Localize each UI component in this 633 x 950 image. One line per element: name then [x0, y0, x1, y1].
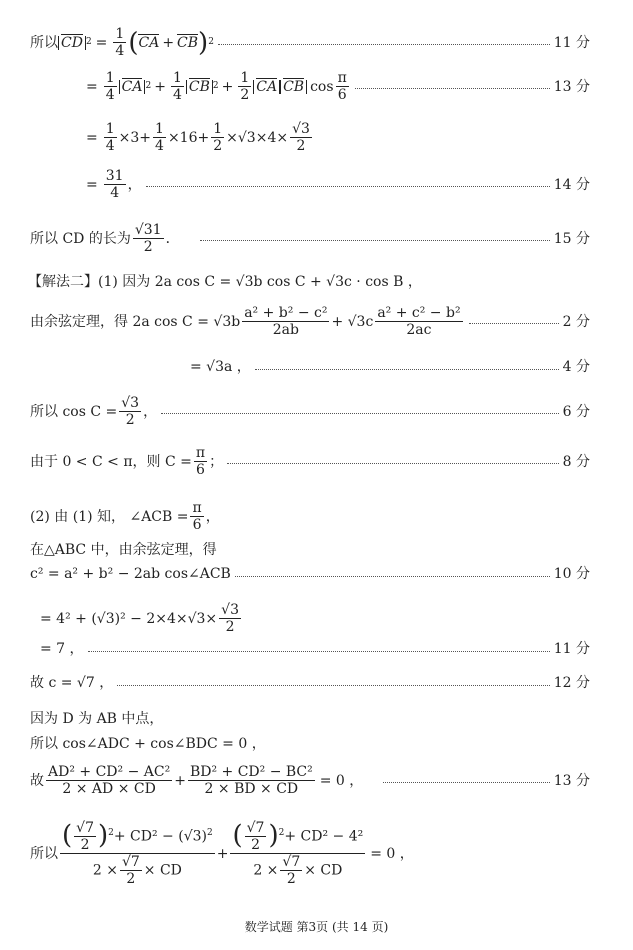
step-2 — [30, 305, 590, 338]
eq: = — [86, 129, 98, 146]
term: ×3+ — [118, 129, 152, 146]
vec: CB — [188, 78, 210, 95]
frac — [171, 70, 184, 103]
page-footer: 数学试题 第3页 (共 14 页) — [244, 920, 389, 934]
den: 2 — [126, 871, 136, 888]
den: 2 — [225, 619, 235, 636]
frac — [219, 602, 241, 635]
step-14 — [86, 168, 590, 201]
den: 6 — [196, 462, 205, 479]
num: √3 — [121, 395, 140, 411]
method-two-heading: 【解法二】(1) 因为 2a cos C = √3b cos C + √3c · cos B ， — [28, 274, 422, 290]
final-eq — [30, 820, 414, 887]
sq: 2 — [145, 81, 152, 92]
den: 2 — [240, 87, 250, 104]
den: 6 — [192, 517, 202, 534]
plus: + — [162, 34, 175, 51]
plus: + — [174, 772, 186, 789]
frac — [153, 121, 166, 154]
score: 13 分 — [553, 772, 590, 789]
sq: 2 — [108, 827, 114, 838]
den — [251, 854, 344, 887]
step-13 — [86, 70, 590, 103]
term: + CD² − 4² — [284, 828, 364, 845]
step-4 — [190, 360, 590, 374]
den: 4 — [110, 185, 120, 202]
score: 11 分 — [553, 34, 590, 51]
vec: CB — [177, 34, 199, 51]
step-15 — [30, 222, 590, 255]
frac — [104, 70, 117, 103]
den: 2 — [251, 837, 260, 854]
den: 2 — [80, 837, 90, 854]
punct: ， — [205, 508, 220, 525]
frac — [60, 820, 215, 887]
num: 1 — [105, 70, 115, 86]
step-calc-c — [40, 602, 243, 635]
leader-dots — [469, 323, 559, 324]
num: √7 — [76, 820, 94, 836]
frac — [238, 70, 251, 103]
frac — [280, 854, 302, 887]
leader-dots — [383, 782, 549, 783]
text: 所以 cos C = — [30, 403, 118, 420]
den: 4 — [155, 138, 164, 155]
frac — [113, 26, 126, 59]
frac — [230, 820, 365, 887]
text-line: 因为 D 为 AB 中点， — [30, 711, 164, 727]
text: 故 c = √7 ， — [30, 675, 114, 691]
text: 故 — [30, 772, 44, 789]
num: 1 — [105, 121, 115, 137]
num: √7 — [121, 854, 140, 871]
leader-dots — [146, 186, 550, 187]
frac — [190, 500, 203, 533]
leader-dots — [200, 240, 550, 241]
step-11: 所以 CD 2 = $\frac{1}{4}$ ( CA + CB ) 2 11 分 — [30, 26, 590, 60]
den: 2 × AD × CD — [62, 781, 156, 798]
den: 4 — [105, 138, 115, 155]
score: 11 分 — [553, 641, 590, 657]
den: 4 — [172, 87, 182, 104]
frac — [119, 395, 141, 428]
sq: 2 — [278, 827, 285, 838]
term: ×√3×4× — [226, 129, 289, 146]
eq: = 0 ， — [370, 845, 414, 862]
step-10 — [30, 567, 590, 581]
eq: = — [86, 78, 98, 95]
num: BD² + CD² − BC² — [189, 764, 313, 780]
punct: ， — [143, 403, 158, 420]
plus: + — [216, 845, 229, 862]
vec: CA — [138, 34, 160, 51]
vec: CA — [256, 78, 278, 95]
frac — [194, 445, 207, 478]
den: 6 — [337, 87, 347, 104]
score: 14 分 — [553, 176, 590, 193]
num: 1 — [172, 70, 182, 86]
num: ( $\frac{√7}{2}$ )$^2$+ CD² − 4² — [232, 820, 364, 854]
frac — [133, 222, 164, 255]
score: 6 分 — [562, 403, 590, 420]
term: ×16+ — [167, 129, 210, 146]
num: 1 — [240, 70, 250, 86]
num: √3 — [292, 121, 310, 137]
eq: = 0 ， — [319, 772, 364, 789]
vec: CA — [121, 78, 143, 95]
text: 所以 — [30, 845, 58, 862]
step-13b — [30, 764, 590, 797]
term: 2 × — [92, 862, 118, 879]
den: 2 — [143, 239, 153, 256]
text: c² = a² + b² − 2ab cos∠ACB — [30, 566, 231, 582]
num: 1 — [115, 26, 125, 42]
frac — [46, 764, 172, 797]
term: × CD — [143, 862, 182, 879]
sq: 2 — [207, 827, 213, 838]
frac — [104, 121, 117, 154]
vec: CB — [283, 78, 305, 95]
num: a² + b² − c² — [244, 305, 328, 321]
den: 4 — [105, 87, 115, 104]
frac — [336, 70, 349, 103]
punct: ． — [165, 230, 180, 247]
score: 13 分 — [553, 78, 590, 95]
leader-dots — [235, 576, 550, 577]
punct: ， — [127, 176, 142, 193]
score: 4 分 — [562, 359, 590, 375]
score: 2 分 — [562, 313, 590, 330]
num: π — [195, 445, 206, 461]
frac — [211, 121, 224, 154]
num: √7 — [246, 820, 265, 836]
num: √7 — [282, 854, 301, 871]
leader-dots — [161, 413, 559, 414]
num: ( $\frac{√7}{2}$ )$^2+ CD^2 - (√3)^2$ — [62, 820, 213, 854]
text: 由于 0 < C < π，则 C = — [30, 453, 192, 470]
den: 2ab — [272, 322, 299, 339]
leader-dots — [355, 88, 550, 89]
text: = √3a ， — [190, 359, 251, 375]
den: 2 — [125, 412, 135, 429]
step-8 — [30, 445, 590, 478]
score: 8 分 — [562, 453, 590, 470]
step-6 — [30, 395, 590, 428]
vec: CD — [61, 34, 83, 51]
text: = 7 ， — [40, 641, 84, 657]
num: π — [192, 500, 202, 516]
term: 2 × — [253, 862, 279, 879]
eq: = — [95, 34, 108, 51]
text: 所以 CD 的长为 — [30, 230, 131, 247]
leader-dots — [227, 463, 559, 464]
num: AD² + CD² − AC² — [48, 764, 171, 780]
frac — [375, 305, 462, 338]
step-12 — [30, 676, 590, 690]
leader-dots — [218, 44, 550, 45]
text: 由余弦定理，得 2a cos C = √3b — [30, 313, 241, 330]
cos: cos — [310, 78, 334, 95]
term: + CD² − (√3) — [113, 828, 207, 845]
eq: = — [86, 176, 98, 193]
abs — [58, 36, 86, 50]
text-line: 所以 cos∠ADC + cos∠BDC = 0 ， — [30, 736, 266, 752]
den: 2 — [213, 138, 223, 155]
num: 1 — [155, 121, 164, 137]
den: 4 — [115, 43, 125, 60]
leader-dots — [117, 685, 550, 686]
den: 2ac — [406, 322, 432, 339]
num: a² + c² − b² — [377, 305, 461, 321]
den: 2 × BD × CD — [204, 781, 299, 798]
text-line: 在△ABC 中，由余弦定理，得 — [30, 542, 217, 558]
step-calc — [86, 121, 314, 154]
score: 15 分 — [553, 230, 590, 247]
num: √31 — [134, 222, 162, 238]
frac — [242, 305, 329, 338]
frac — [74, 820, 96, 853]
den — [91, 854, 184, 887]
score: 12 分 — [553, 675, 590, 691]
part-two-intro — [30, 500, 220, 533]
text: (2) 由 (1) 知， ∠ACB = — [30, 508, 189, 525]
step-11b — [40, 642, 590, 656]
leader-dots — [255, 369, 559, 370]
frac — [120, 854, 142, 887]
score: 10 分 — [553, 566, 590, 582]
text: 所以 — [30, 34, 58, 51]
term: + √3c — [331, 313, 374, 330]
frac — [104, 168, 126, 201]
den: 2 — [296, 138, 306, 155]
frac — [188, 764, 315, 797]
plus: + — [154, 78, 166, 95]
num: 1 — [213, 121, 223, 137]
plus: + — [221, 78, 234, 95]
sq: 2 — [212, 81, 219, 92]
frac — [245, 820, 267, 853]
num: √3 — [221, 602, 239, 618]
term: × CD — [304, 862, 343, 879]
frac — [290, 121, 312, 154]
den: 2 — [286, 871, 296, 888]
leader-dots — [88, 651, 550, 652]
text: = 4² + (√3)² − 2×4×√3× — [40, 610, 218, 627]
num: 31 — [105, 168, 124, 184]
punct: ； — [209, 453, 224, 470]
num: π — [337, 70, 347, 86]
